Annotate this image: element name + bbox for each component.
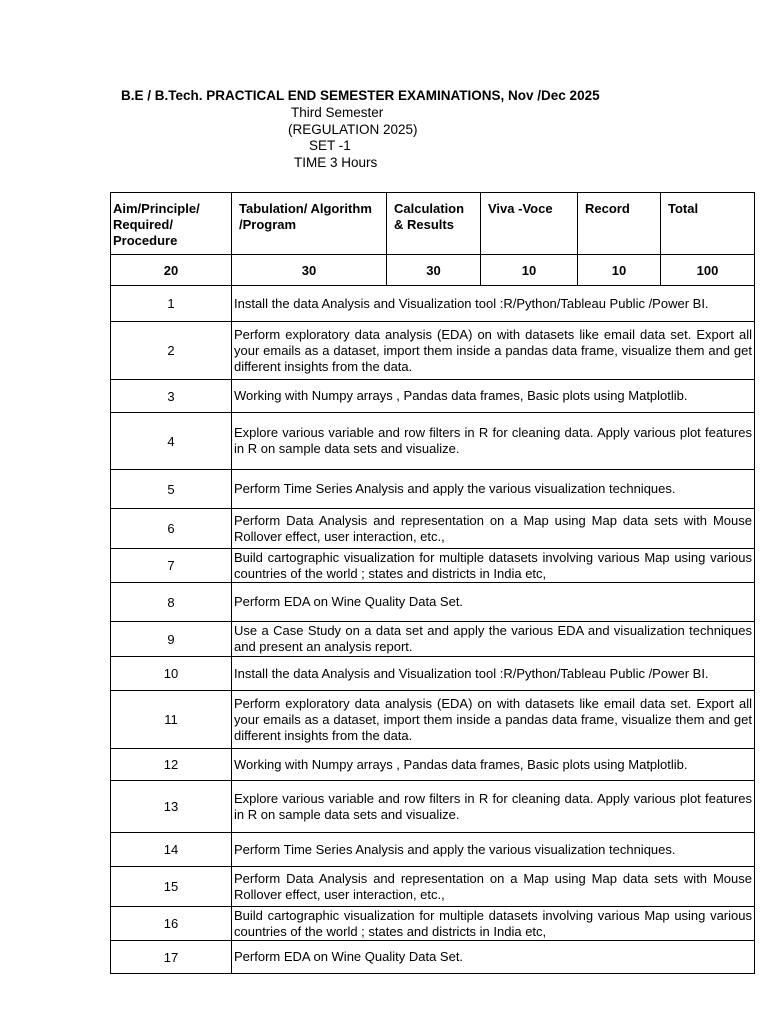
question-text: Install the data Analysis and Visualization tool :R/Python/Tableau Public /Power BI. [232,657,755,691]
question-text: Perform EDA on Wine Quality Data Set. [232,941,755,974]
question-text: Explore various variable and row filters in R for cleaning data. Apply various plot features in R on sample data sets and visualize. [232,781,755,833]
question-number: 4 [111,413,232,470]
regulation-label: (REGULATION 2025) [288,122,418,137]
question-row [111,622,755,657]
question-text: Working with Numpy arrays , Pandas data frames, Basic plots using Matplotlib. [232,380,755,413]
question-number: 5 [111,470,232,509]
question-number: 2 [111,322,232,380]
col-header-record: Record [578,193,661,255]
question-number: 16 [111,907,232,941]
col-header-viva: Viva -Voce [481,193,578,255]
question-number: 3 [111,380,232,413]
time-label: TIME 3 Hours [294,155,378,170]
question-number: 14 [111,833,232,867]
question-row [111,583,755,622]
question-row [111,907,755,941]
question-row [111,509,755,549]
question-row [111,470,755,509]
question-row [111,286,755,322]
question-text: Perform exploratory data analysis (EDA) on with datasets like email data set. Export all your emails as a dataset, import them inside a pandas data frame, visualize them and get different insights from the data. [232,322,755,380]
marks-total: 100 [661,255,755,286]
question-text: Perform Data Analysis and representation on a Map using Map data sets with Mouse Rollover effect, user interaction, etc., [232,867,755,907]
marks-calculation: 30 [387,255,481,286]
question-row [111,781,755,833]
question-row [111,833,755,867]
marks-table [110,192,755,974]
question-text: Install the data Analysis and Visualization tool :R/Python/Tableau Public /Power BI. [232,286,755,322]
column-header-row [111,193,755,255]
exam-title: B.E / B.Tech. PRACTICAL END SEMESTER EXAMINATIONS, Nov /Dec 2025 [121,88,600,103]
question-number: 10 [111,657,232,691]
semester-label: Third Semester [291,105,384,120]
question-row [111,657,755,691]
question-text: Perform Time Series Analysis and apply the various visualization techniques. [232,470,755,509]
question-text: Use a Case Study on a data set and apply the various EDA and visualization techniques and present an analysis report. [232,622,755,657]
marks-aim: 20 [111,255,232,286]
question-row [111,380,755,413]
question-text: Explore various variable and row filters in R for cleaning data. Apply various plot features in R on sample data sets and visualize. [232,413,755,470]
question-number: 15 [111,867,232,907]
question-text: Build cartographic visualization for multiple datasets involving various Map using various countries of the world ; states and districts in India etc, [232,549,755,583]
question-text: Perform Time Series Analysis and apply the various visualization techniques. [232,833,755,867]
question-text: Perform Data Analysis and representation on a Map using Map data sets with Mouse Rollover effect, user interaction, etc., [232,509,755,549]
question-row [111,549,755,583]
question-row [111,941,755,974]
question-row [111,867,755,907]
col-header-aim: Aim/Principle/ Required/ Procedure [111,193,232,255]
question-row [111,749,755,781]
marks-viva: 10 [481,255,578,286]
question-number: 9 [111,622,232,657]
marks-tabulation: 30 [232,255,387,286]
col-header-total: Total [661,193,755,255]
question-text: Perform exploratory data analysis (EDA) on with datasets like email data set. Export all your emails as a dataset, import them inside a pandas data frame, visualize them and get different insights from the data. [232,691,755,749]
question-number: 1 [111,286,232,322]
set-label: SET -1 [309,138,351,153]
question-number: 6 [111,509,232,549]
question-number: 13 [111,781,232,833]
question-row [111,322,755,380]
question-text: Build cartographic visualization for multiple datasets involving various Map using various countries of the world ; states and districts in India etc, [232,907,755,941]
question-row [111,413,755,470]
col-header-tabulation: Tabulation/ Algorithm /Program [232,193,387,255]
col-header-calculation: Calculation & Results [387,193,481,255]
marks-row [111,255,755,286]
question-text: Working with Numpy arrays , Pandas data frames, Basic plots using Matplotlib. [232,749,755,781]
question-row [111,691,755,749]
question-number: 17 [111,941,232,974]
question-text: Perform EDA on Wine Quality Data Set. [232,583,755,622]
marks-record: 10 [578,255,661,286]
question-number: 8 [111,583,232,622]
question-number: 11 [111,691,232,749]
question-number: 7 [111,549,232,583]
question-number: 12 [111,749,232,781]
